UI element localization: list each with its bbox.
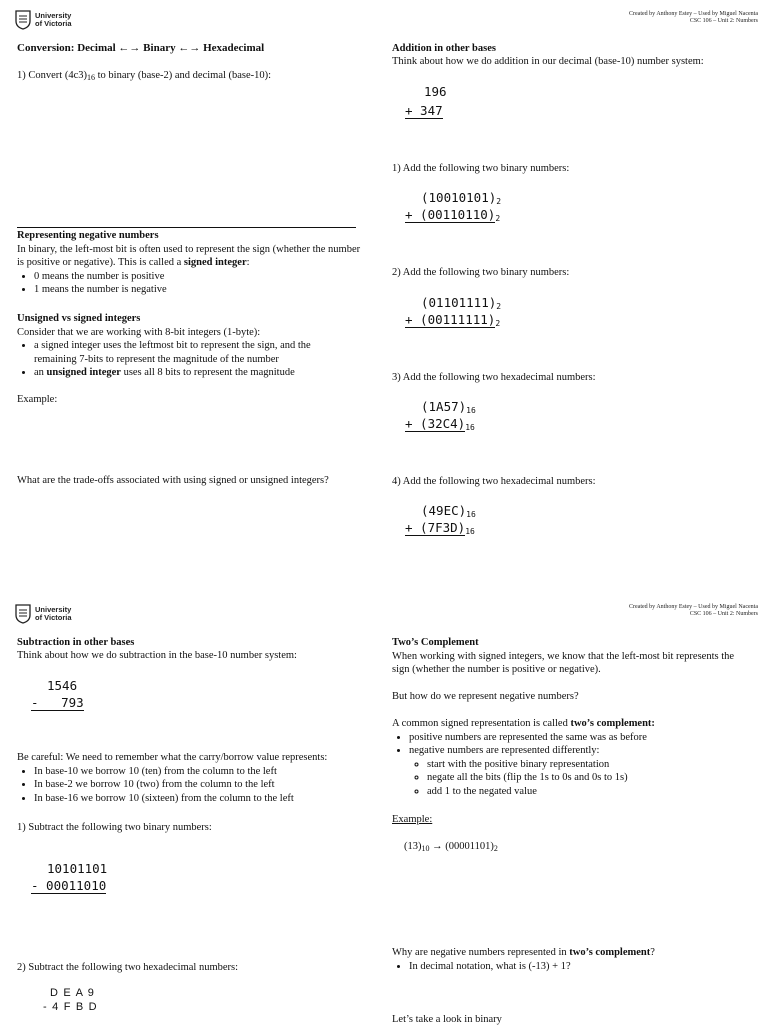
negative-numbers-title: Representing negative numbers [17, 230, 159, 241]
unsigned-title: Unsigned vs signed integers [17, 313, 141, 324]
university-logo [15, 604, 72, 624]
addition-intro: Think about how we do addition in our decimal (base-10) number system: [392, 56, 704, 67]
question-2: 2) Add the following two binary numbers: [392, 267, 570, 278]
q4-bottom-number: + $(7F3D)_{16}$ [405, 520, 475, 536]
header-course: CSC 106 – Unit 2: Numbers [689, 18, 758, 24]
borrow-caution: Be careful: We need to remember what the carry/borrow value represents: [17, 752, 328, 763]
negative-numbers-section [17, 229, 362, 297]
example-label: Example: [392, 814, 433, 825]
twos-complement-text: When working with signed integers, we know that the left-most bit represents the sign (whether the number is positive or negative). [392, 650, 735, 675]
header-course: CSC 106 – Unit 2: Numbers [689, 611, 758, 617]
list-item: • negative numbers are represented differently: ◦ start with the positive binary representation ◦ negate all the bits (flip the 1s to 0s and 0s to 1s) ◦ add 1 to the negated value [409, 744, 752, 798]
question-3: 3) Add the following two hexadecimal numbers: [392, 372, 596, 383]
decimal-subtrahend: - 793 [31, 695, 84, 710]
borrow-section [17, 751, 377, 805]
addition-title: Addition in other bases [392, 43, 496, 54]
logo-line-1: University [35, 605, 72, 614]
sign-bit-list [17, 270, 362, 297]
logo-line-2: of Victoria [35, 613, 72, 622]
negative-numbers-text: In binary, the left-most bit is often used to represent the sign (whether the number is positive or negative). This is called a signed integer: [17, 243, 361, 268]
list-item: • In base-2 we borrow 10 (two) from the column to the left [34, 778, 377, 792]
header-credit: Created by Anthony Estey – Used by Miguel Nacenta [629, 604, 758, 610]
list-item: • In base-10 we borrow 10 (ten) from the column to the left [34, 765, 377, 779]
university-logo [15, 10, 72, 30]
twos-complement-section [392, 636, 752, 677]
twos-complement-definition: A common signed representation is called two’s complement: • positive numbers are represented the same was as before • negative numbers are represented differently: ◦ start with the positive binary representation ◦ negate all the bits (flip the 1s to 0s and 0s to 1s) ◦ add 1 to the negated value [392, 717, 752, 798]
page-header [458, 604, 758, 618]
unsigned-section [17, 312, 352, 380]
decimal-addend-bottom: + 347 [405, 103, 443, 118]
section-divider [17, 227, 356, 228]
page-header [458, 11, 758, 25]
shield-icon [15, 10, 31, 30]
sq1-top-number: 10101101 [47, 861, 108, 876]
decimal-addend-top: 196 [424, 84, 447, 99]
q2-bottom-number: + $(00111111)_2$ [405, 312, 501, 328]
question-1: 1) Add the following two binary numbers: [392, 163, 570, 174]
q1-top-number: $(10010101)_2$ [421, 190, 502, 206]
list-item: • an unsigned integer uses all 8 bits to represent the magnitude [34, 366, 352, 380]
twos-complement-list [392, 731, 752, 799]
list-item: • In base-16 we borrow 10 (sixteen) from the column to the left [34, 792, 377, 806]
sq2-bottom-number: - 4 F B D [43, 1001, 98, 1013]
unsigned-text: Consider that we are working with 8-bit integers (1-byte): [17, 326, 261, 338]
tradeoff-question: What are the trade-offs associated with using signed or unsigned integers? [17, 475, 329, 486]
list-item: • a signed integer uses the leftmost bit to represent the sign, and the remaining 7-bits to represent the magnitude of the number [34, 339, 352, 366]
question-4: 4) Add the following two hexadecimal numbers: [392, 476, 596, 487]
subtraction-title: Subtraction in other bases [17, 637, 135, 648]
twos-complement-steps [409, 758, 752, 799]
sq1-bottom-number: - 00011010 [31, 878, 107, 893]
decimal-minuend: 1546 [47, 678, 78, 693]
conversion-question: 1) Convert $(4c3)_{16}$ to binary (base-2) and decimal (base-10): [17, 70, 272, 82]
sq2-top-number: D E A 9 [50, 987, 96, 999]
borrow-list [17, 765, 377, 806]
list-item: • 0 means the number is positive [34, 270, 362, 284]
negative-representation-question: But how do we represent negative numbers? [392, 691, 579, 702]
subtract-question-2: 2) Subtract the following two hexadecimal numbers: [17, 962, 239, 973]
q4-top-number: $(49EC)_{16}$ [421, 503, 476, 519]
q3-bottom-number: + $(32C4)_{16}$ [405, 416, 475, 432]
subtraction-intro: Think about how we do subtraction in the base-10 number system: [17, 650, 297, 661]
conversion-title: Conversion: Decimal ←→ Binary ←→ Hexadecimal [17, 42, 265, 54]
list-item: • 1 means the number is negative [34, 283, 362, 297]
q1-bottom-number: + $(00110110)_2$ [405, 207, 501, 223]
list-item: • In decimal notation, what is (-13) + 1? [409, 960, 752, 974]
why-section [392, 946, 752, 973]
list-item: • positive numbers are represented the same was as before [409, 731, 752, 745]
why-list [392, 960, 752, 974]
unsigned-list [17, 339, 352, 380]
q2-top-number: $(01101111)_2$ [421, 295, 502, 311]
binary-look-text: Let’s take a look in binary [392, 1014, 502, 1025]
example-conversion: $(13)_{10} \to (00001101)_2$ [404, 841, 498, 853]
logo-line-1: University [35, 11, 72, 20]
twos-complement-title: Two’s Complement [392, 637, 479, 648]
header-credit: Created by Anthony Estey – Used by Miguel Nacenta [629, 11, 758, 17]
q3-top-number: $(1A57)_{16}$ [421, 399, 476, 415]
subtract-question-1: 1) Subtract the following two binary numbers: [17, 822, 212, 833]
list-item: ◦ add 1 to the negated value [427, 785, 752, 799]
why-question: Why are negative numbers represented in two’s complement? [392, 947, 655, 958]
list-item: ◦ negate all the bits (flip the 1s to 0s and 0s to 1s) [427, 771, 752, 785]
list-item: ◦ start with the positive binary representation [427, 758, 752, 772]
logo-line-2: of Victoria [35, 19, 72, 28]
example-label: Example: [17, 394, 58, 405]
shield-icon [15, 604, 31, 624]
